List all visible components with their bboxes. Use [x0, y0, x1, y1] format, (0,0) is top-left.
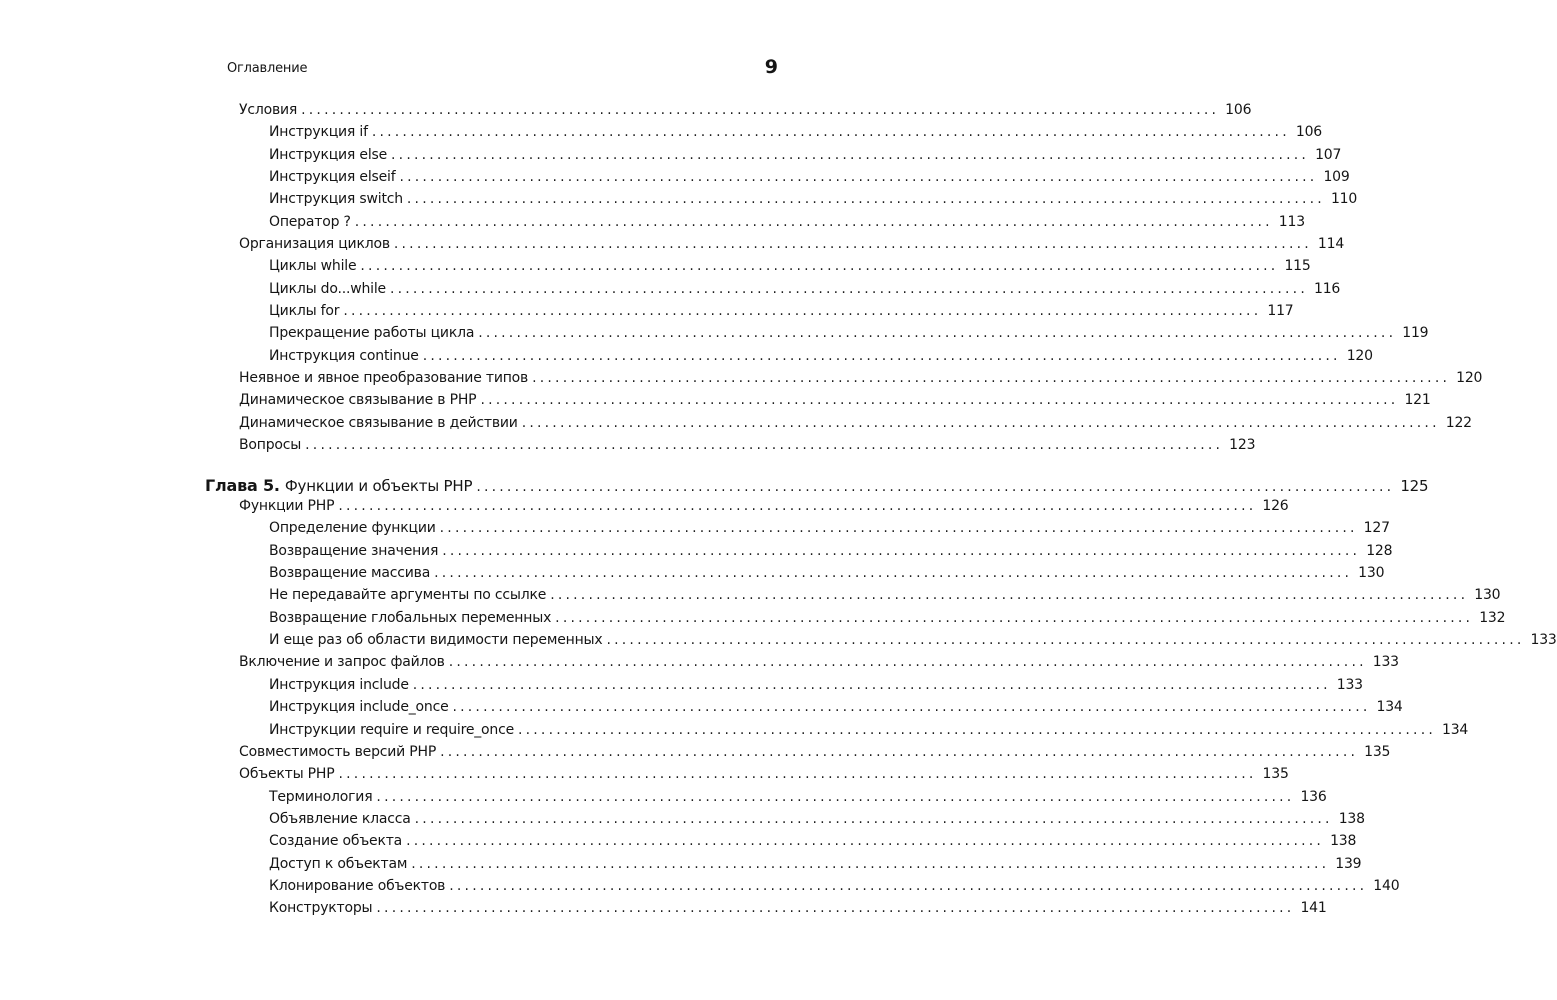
toc-entry-label	[269, 565, 430, 581]
toc-entry	[269, 587, 1501, 609]
toc-entry	[269, 520, 1390, 542]
toc-entry-label	[239, 415, 518, 431]
dot-leader: ........................................................................................................................	[550, 587, 1469, 604]
dot-leader: ........................................................................................................................	[399, 168, 1318, 185]
toc-page-number: 140	[1373, 877, 1400, 894]
dot-leader: ........................................................................................................................	[414, 810, 1333, 827]
dot-leader: ........................................................................................................................	[338, 766, 1257, 783]
toc-entry-label	[239, 102, 297, 118]
toc-page-number: 133	[1372, 654, 1399, 671]
toc-page-number: 120	[1456, 369, 1483, 386]
toc-entry-title: Организация циклов	[239, 235, 390, 252]
toc-entry-label	[269, 587, 546, 603]
toc-entry-label	[269, 722, 514, 738]
dot-leader: ........................................................................................................................	[376, 900, 1295, 917]
toc-entry	[239, 235, 1345, 258]
dot-leader: ........................................................................................................................	[521, 414, 1440, 431]
toc-page-number: 134	[1376, 699, 1403, 716]
dot-leader: ........................................................................................................................	[532, 369, 1451, 386]
dot-leader: ........................................................................................................................	[478, 325, 1397, 342]
toc-entry-label	[269, 610, 551, 626]
toc-entry	[269, 699, 1403, 721]
toc-entry-label	[239, 766, 335, 782]
toc-entry	[269, 676, 1363, 699]
toc-entry	[239, 102, 1252, 124]
dot-leader: ........................................................................................................................	[448, 654, 1367, 671]
toc-entry-title: Оператор ?	[269, 213, 351, 230]
dot-leader: ........................................................................................................................	[476, 479, 1395, 495]
dot-leader: ........................................................................................................................	[301, 102, 1220, 118]
toc-entry-label	[269, 856, 407, 872]
toc-entry-label	[269, 789, 372, 805]
toc-entry-label	[239, 744, 436, 760]
toc-entry-title: Вопросы	[239, 436, 302, 453]
dot-leader: ........................................................................................................................	[391, 146, 1310, 163]
toc-entry-label	[239, 498, 334, 514]
toc-entry	[239, 392, 1431, 414]
toc-entry	[269, 347, 1373, 370]
dot-leader: ........................................................................................................................	[393, 235, 1312, 252]
toc-page-number: 109	[1323, 168, 1350, 185]
toc-entry-title: Инструкция include	[269, 676, 409, 693]
toc-entry	[239, 766, 1289, 788]
toc-page-number: 138	[1330, 833, 1357, 850]
toc-entry-title: И еще раз об области видимости переменных	[269, 632, 603, 649]
dot-leader: ........................................................................................................................	[517, 721, 1437, 738]
toc-entry-title: Возвращение массива	[269, 565, 431, 582]
dot-leader: ........................................................................................................................	[449, 877, 1368, 894]
dot-leader: ........................................................................................................................	[371, 124, 1290, 141]
dot-leader: ........................................................................................................................	[439, 520, 1358, 537]
dot-leader: ........................................................................................................................	[440, 743, 1359, 760]
toc-page-number: 126	[1262, 498, 1289, 514]
toc-entry-title: Инструкция if	[269, 124, 368, 141]
toc-entry-label	[239, 236, 390, 252]
toc-page-number: 133	[1530, 632, 1557, 649]
toc-entry-title: Инструкция else	[269, 146, 388, 163]
running-title: Оглавление	[227, 61, 308, 76]
toc-entry	[269, 855, 1362, 878]
toc-entry-label	[239, 437, 301, 453]
toc-entry	[269, 877, 1400, 900]
toc-entry-label	[269, 258, 356, 274]
toc-entry-title: Совместимость версий PHP	[239, 743, 437, 760]
toc-page-number: 134	[1442, 721, 1469, 738]
toc-entry-label	[269, 543, 438, 559]
toc-entry-title: Терминология	[269, 788, 373, 805]
toc-page-number: 135	[1262, 766, 1289, 783]
dot-leader: ........................................................................................................................	[360, 258, 1279, 275]
toc-entry-label	[269, 325, 474, 341]
toc-entry-label	[269, 124, 368, 140]
toc-entry-label	[269, 900, 372, 916]
toc-page-number: 119	[1402, 325, 1429, 342]
toc-entry-title: Конструкторы	[269, 900, 373, 917]
toc-entry	[269, 258, 1311, 280]
dot-leader: ........................................................................................................................	[354, 213, 1273, 230]
toc-page-number: 132	[1479, 609, 1506, 626]
toc-entry-title: Доступ к объектам	[269, 855, 408, 872]
toc-entry-title: Объекты PHP	[239, 766, 335, 783]
toc-entry-title: Динамическое связывание в действии	[239, 414, 518, 431]
toc-entry-title: Динамическое связывание в PHP	[239, 392, 477, 409]
toc-entry-title: Создание объекта	[269, 833, 403, 850]
toc-entry	[269, 833, 1357, 855]
toc-entry-label	[269, 878, 445, 894]
toc-entry-label	[205, 476, 472, 495]
dot-leader: ........................................................................................................................	[376, 788, 1295, 805]
toc-entry-title: Циклы for	[269, 302, 340, 319]
toc-entry-title: Циклы while	[269, 258, 357, 275]
toc-page-number: 113	[1278, 213, 1305, 230]
toc-entry	[239, 654, 1399, 676]
toc-page-number: 125	[1400, 477, 1429, 495]
toc-entry	[269, 325, 1429, 347]
toc-page-number: 110	[1330, 191, 1358, 208]
dot-leader: ........................................................................................................................	[343, 302, 1262, 319]
toc-entry-title: Возвращение глобальных переменных	[269, 609, 552, 626]
toc-entry	[239, 414, 1472, 437]
toc-entry-label	[269, 169, 395, 185]
toc-entry-title: Возвращение значения	[269, 542, 439, 559]
toc-entry	[269, 124, 1322, 146]
toc-page-number: 117	[1267, 302, 1294, 319]
toc-page-number: 130	[1474, 587, 1501, 604]
toc-entry-title: Циклы do...while	[269, 280, 386, 297]
dot-leader: ........................................................................................................................	[338, 498, 1257, 514]
toc-entry	[269, 721, 1469, 744]
toc-entry-label	[269, 214, 351, 230]
toc-page-number: 115	[1284, 258, 1311, 275]
toc-entry	[239, 369, 1483, 392]
toc-entry	[269, 565, 1385, 587]
toc-entry	[239, 743, 1391, 766]
toc-entry-label	[269, 833, 402, 849]
dot-leader: ........................................................................................................................	[389, 280, 1308, 297]
toc-entry-title: Инструкция elseif	[269, 168, 396, 185]
dot-leader: ........................................................................................................................	[480, 392, 1399, 409]
toc-entry	[269, 609, 1506, 632]
toc-entry	[269, 168, 1350, 191]
toc-entry-title: Инструкция switch	[269, 191, 403, 208]
dot-leader: ........................................................................................................................	[411, 855, 1330, 872]
toc-entry-title: Объявление класса	[269, 810, 411, 827]
toc-page-number: 114	[1317, 235, 1345, 252]
toc-page-number: 136	[1300, 788, 1327, 805]
toc-page-number: 130	[1358, 565, 1385, 582]
toc-entry	[269, 280, 1341, 303]
dot-leader: ........................................................................................................................	[452, 699, 1371, 716]
toc-entry-label	[269, 811, 411, 827]
page-number: 9	[764, 56, 778, 78]
toc-entry-label	[269, 348, 419, 364]
toc-entry-label	[239, 654, 445, 670]
toc-entry-label	[269, 677, 409, 693]
toc-entry-title: Определение функции	[269, 520, 436, 537]
toc-page-number: 138	[1338, 810, 1365, 827]
toc-page-number: 107	[1315, 146, 1342, 163]
toc-entry-title: Функции PHP	[239, 498, 335, 514]
toc-entry	[239, 498, 1289, 520]
toc-page-number: 106	[1225, 102, 1252, 118]
toc-entry-label	[269, 281, 386, 297]
toc-entry	[269, 302, 1294, 325]
toc-entry-label	[269, 147, 387, 163]
toc-entry-title: Включение и запрос файлов	[239, 654, 445, 671]
toc-page-number: 116	[1313, 280, 1341, 297]
dot-leader: ........................................................................................................................	[555, 609, 1474, 626]
toc-entry	[269, 191, 1358, 213]
toc-entry	[269, 810, 1365, 833]
toc-entry-label	[269, 699, 448, 715]
toc-entry	[269, 542, 1393, 565]
toc-entry-label	[269, 191, 403, 207]
toc-page-number: 141	[1300, 900, 1327, 917]
toc-page-number: 139	[1335, 855, 1362, 872]
toc-entry-label	[269, 520, 436, 536]
toc-entry-label	[239, 370, 528, 386]
toc-page-number: 135	[1364, 743, 1391, 760]
toc-entry	[269, 213, 1305, 236]
toc-entry-label	[239, 392, 476, 408]
toc-page-number: 133	[1336, 676, 1363, 693]
chapter-prefix: Глава 5.	[205, 476, 280, 495]
toc-page-number: 106	[1295, 124, 1322, 141]
dot-leader: ........................................................................................................................	[412, 676, 1331, 693]
toc-entry-title: Неявное и явное преобразование типов	[239, 369, 529, 386]
toc-entry	[239, 436, 1256, 459]
toc-entry-title: Прекращение работы цикла	[269, 325, 475, 342]
dot-leader: ........................................................................................................................	[606, 632, 1525, 649]
toc-entry-title: Инструкции require и require_once	[269, 721, 514, 738]
toc-entry	[269, 632, 1557, 654]
toc-page-number: 123	[1229, 436, 1256, 453]
toc-entry-title: Функции и объекты PHP	[284, 477, 473, 495]
dot-leader: ........................................................................................................................	[442, 542, 1361, 559]
toc-entry-title: Инструкция continue	[269, 347, 419, 364]
toc-entry-title: Клонирование объектов	[269, 877, 446, 894]
dot-leader: ........................................................................................................................	[422, 347, 1341, 364]
toc-entry-title: Не передавайте аргументы по ссылке	[269, 587, 547, 604]
toc-entry-title: Инструкция include_once	[269, 699, 449, 716]
toc-chapter-entry	[205, 476, 1429, 498]
toc-entry	[269, 788, 1327, 811]
toc-entry-label	[269, 632, 602, 648]
dot-leader: ........................................................................................................................	[406, 833, 1325, 850]
toc-entry-label	[269, 303, 339, 319]
dot-leader: ........................................................................................................................	[406, 191, 1325, 208]
toc-page-number: 122	[1445, 414, 1472, 431]
dot-leader: ........................................................................................................................	[305, 436, 1224, 453]
dot-leader: ........................................................................................................................	[434, 565, 1353, 582]
toc-entry-title: Условия	[239, 102, 298, 118]
toc-page-number: 127	[1363, 520, 1390, 537]
toc-page-number: 121	[1404, 392, 1431, 409]
toc-page-number: 120	[1346, 347, 1373, 364]
toc-entry	[269, 146, 1342, 169]
toc-page-number: 128	[1366, 542, 1393, 559]
toc-entry	[269, 900, 1327, 922]
